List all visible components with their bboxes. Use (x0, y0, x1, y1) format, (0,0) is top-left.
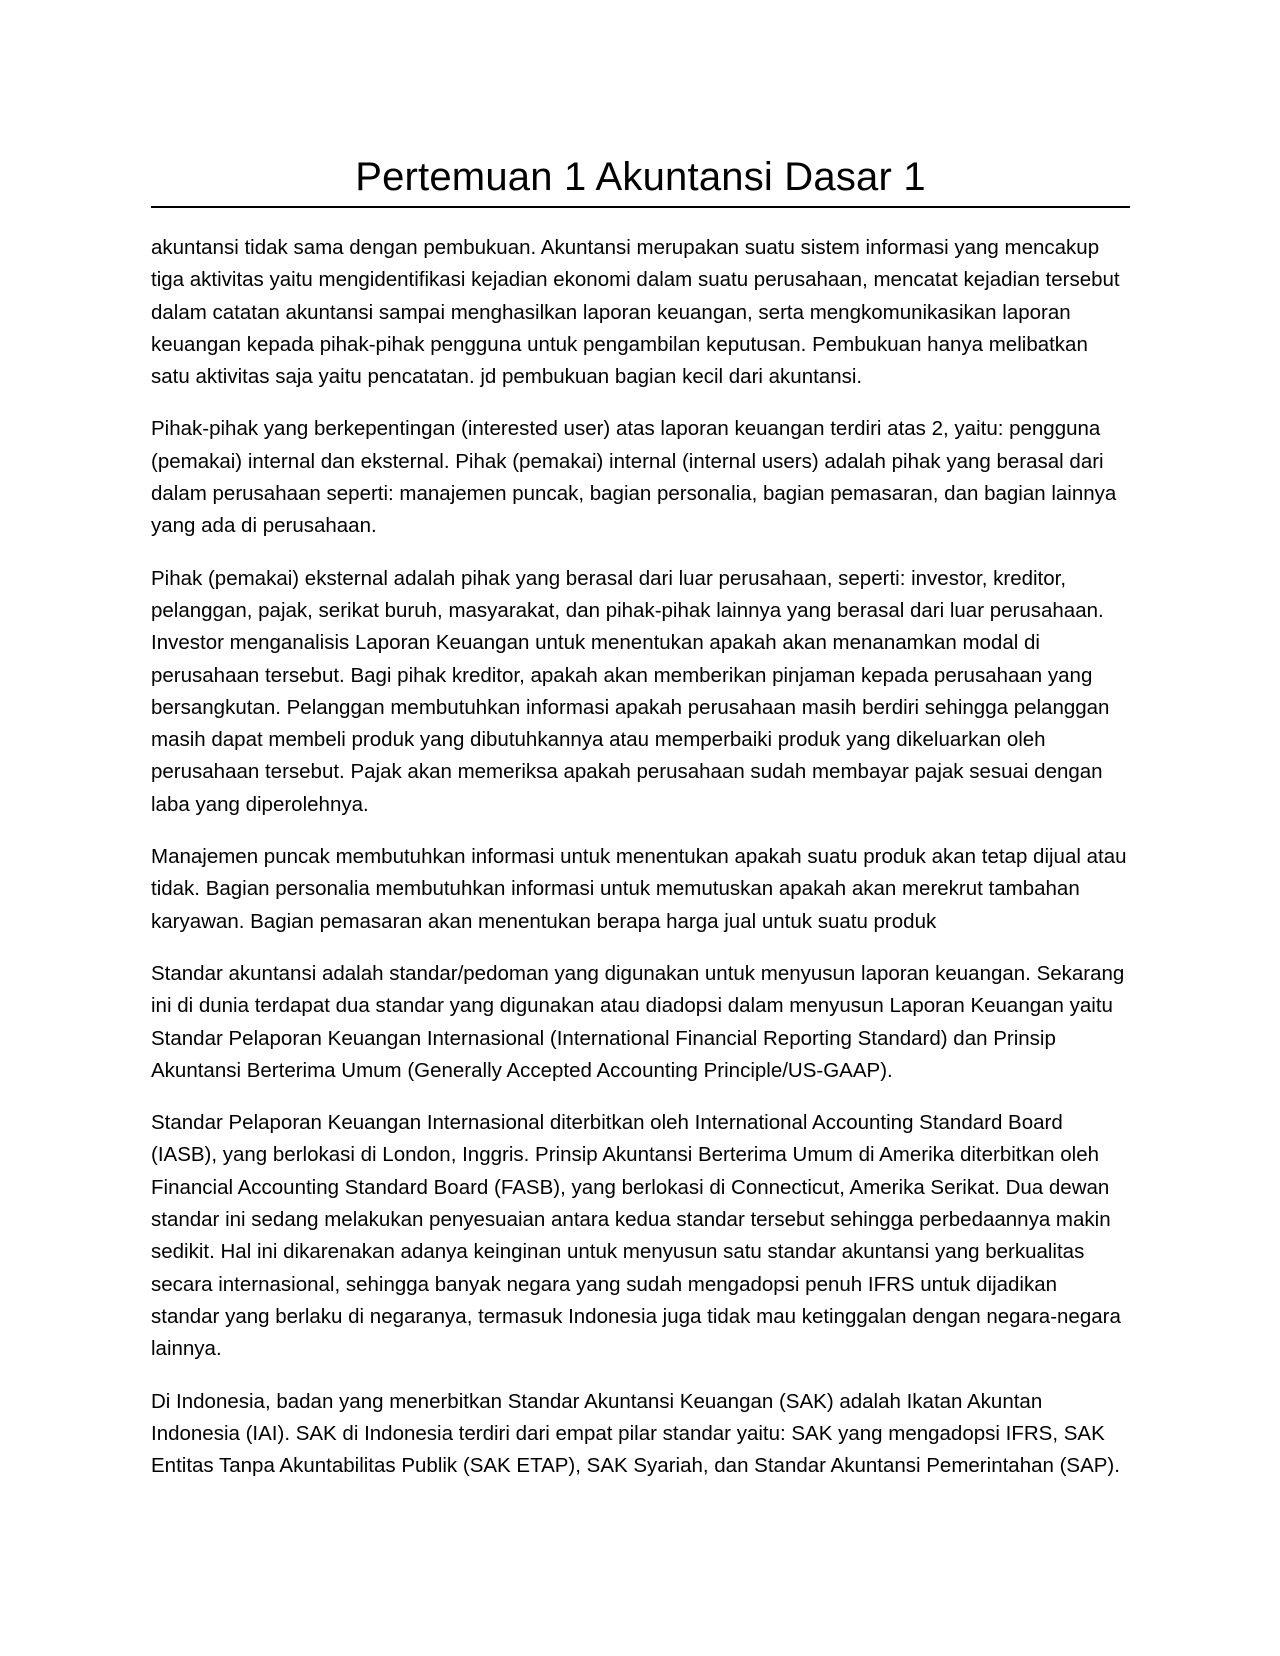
paragraph-definition: akuntansi tidak sama dengan pembukuan. Akuntansi merupakan suatu sistem informasi yang mencakup tiga aktivitas yaitu mengidentifikasi kejadian ekonomi dalam suatu perusahaan, mencatat kejadian tersebut dalam catatan akuntansi sampai menghasilkan laporan keuangan, serta mengkomunikasikan laporan keuangan kepada pihak-pihak pengguna untuk pengambilan keputusan. Pembukuan hanya melibatkan satu aktivitas saja yaitu pencatatan. jd pembukuan bagian kecil dari akuntansi. (151, 236, 1120, 389)
document-title: Pertemuan 1 Akuntansi Dasar 1 (151, 150, 1130, 208)
paragraph-ifrs-gaap: Standar Pelaporan Keuangan Internasional diterbitkan oleh International Accounting Standard Board (IASB), yang berlokasi di London, Inggris. Prinsip Akuntansi Berterima Umum di Amerika diterbitkan oleh Financial Accounting Standard Board (FASB), yang berlokasi di Connecticut, Amerika Serikat. Dua dewan standar ini sedang melakukan penyesuaian antara kedua standar tersebut sehingga perbedaannya makin sedikit. Hal ini dikarenakan adanya keinginan untuk menyusun satu standar akuntansi yang berkualitas secara internasional, sehingga banyak negara yang sudah mengadopsi penuh IFRS untuk dijadikan standar yang berlaku di negaranya, termasuk Indonesia juga tidak mau ketinggalan dengan negara-negara lainnya. (151, 1111, 1121, 1361)
paragraph-accounting-standards: Standar akuntansi adalah standar/pedoman yang digunakan untuk menyusun laporan keuangan. Sekarang ini di dunia terdapat dua standar yang digunakan atau diadopsi dalam menyusun Laporan Keuangan yaitu Standar Pelaporan Keuangan Internasional (International Financial Reporting Standard) dan Prinsip Akuntansi Berterima Umum (Generally Accepted Accounting Principle/US-GAAP). (151, 961, 1125, 1082)
paragraph-sak-indonesia: Di Indonesia, badan yang menerbitkan Standar Akuntansi Keuangan (SAK) adalah Ikatan Akuntan Indonesia (IAI). SAK di Indonesia terdiri dari empat pilar standar yaitu: SAK yang mengadopsi IFRS, SAK Entitas Tanpa Akuntabilitas Publik (SAK ETAP), SAK Syariah, dan Standar Akuntansi Pemerintahan (SAP). (151, 1389, 1120, 1478)
paragraph-interested-users: Pihak-pihak yang berkepentingan (interested user) atas laporan keuangan terdiri atas 2, yaitu: pengguna (pemakai) internal dan eksternal. Pihak (pemakai) internal (internal users) adalah pihak yang berasal dari dalam perusahaan seperti: manajemen puncak, bagian personalia, bagian pemasaran, dan bagian lainnya yang ada di perusahaan. (151, 417, 1117, 538)
document-page (151, 150, 1130, 1502)
paragraph-internal-needs: Manajemen puncak membutuhkan informasi untuk menentukan apakah suatu produk akan tetap dijual atau tidak. Bagian personalia membutuhkan informasi untuk memutuskan apakah akan merekrut tambahan karyawan. Bagian pemasaran akan menentukan berapa harga jual untuk suatu produk (151, 845, 1127, 933)
document-body (151, 232, 1130, 1482)
paragraph-external-users: Pihak (pemakai) eksternal adalah pihak yang berasal dari luar perusahaan, seperti: investor, kreditor, pelanggan, pajak, serikat buruh, masyarakat, dan pihak-pihak lainnya yang berasal dari luar perusahaan. Investor menganalisis Laporan Keuangan untuk menentukan apakah akan menanamkan modal di perusahaan tersebut. Bagi pihak kreditor, apakah akan memberikan pinjaman kepada perusahaan yang bersangkutan. Pelanggan membutuhkan informasi apakah perusahaan masih berdiri sehingga pelanggan masih dapat membeli produk yang dibutuhkannya atau memperbaiki produk yang dikeluarkan oleh perusahaan tersebut. Pajak akan memeriksa apakah perusahaan sudah membayar pajak sesuai dengan laba yang diperolehnya. (151, 566, 1110, 816)
